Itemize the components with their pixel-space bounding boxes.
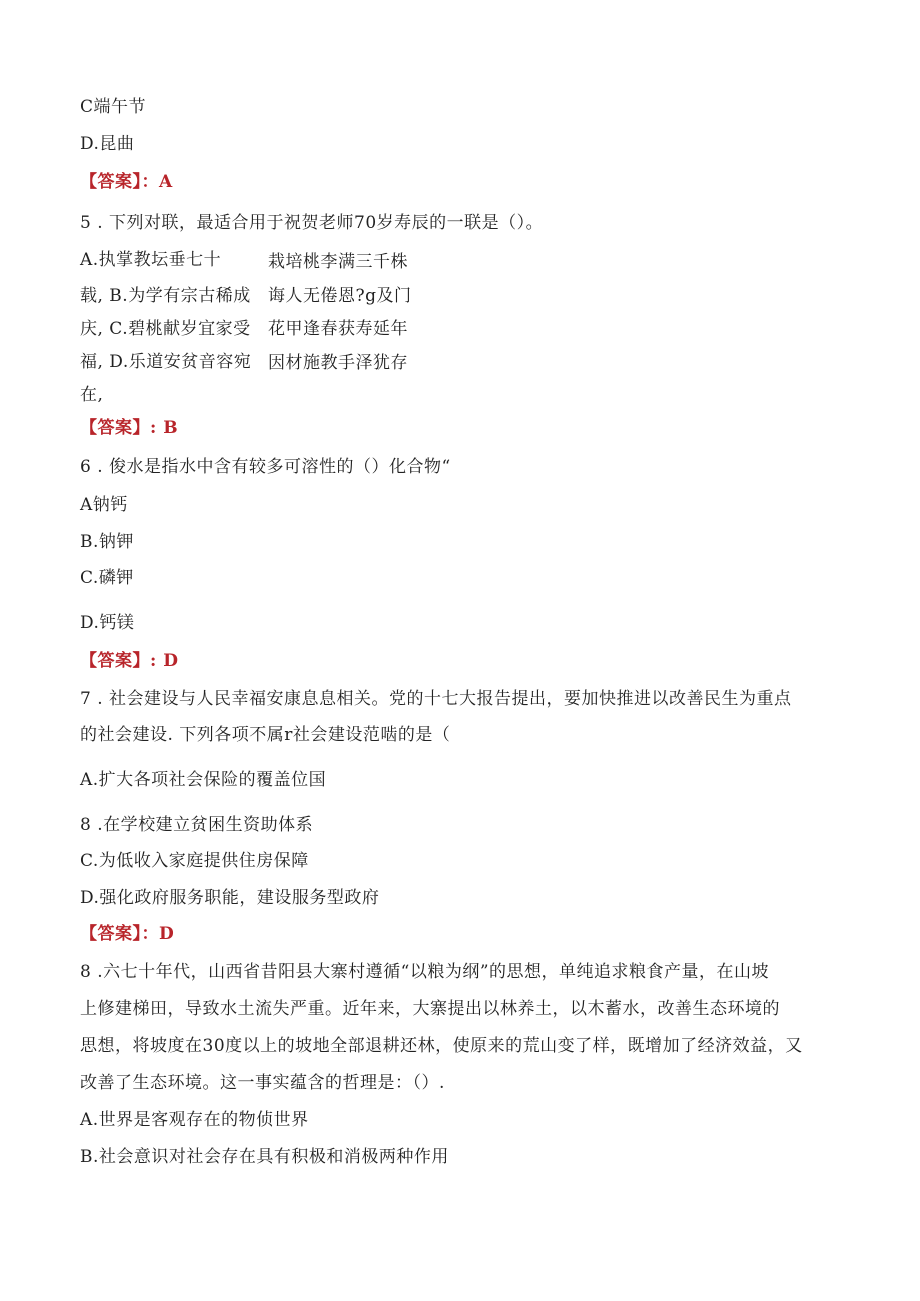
q5-right-line: 栽培桃李满三千株 [268, 252, 408, 272]
q5-left-line: 庆, C.碧桃献岁宜家受 [80, 319, 251, 339]
q5-stem: 5 . 下列对联，最适合用于祝贺老师70岁寿辰的一联是（）。 [80, 213, 544, 233]
q4-option-c: C端午节 [80, 97, 147, 117]
q6-answer: 【答案】: D [80, 651, 179, 671]
q8-option-a: A.世界是客观存在的物侦世界 [80, 1110, 309, 1130]
q8-stem-line: 上修建梯田，导致水土流失严重。近年来，大寨提出以林养土，以木蓄水，改善生态环境的 [80, 999, 780, 1019]
q8-stem-line: 8 .六七十年代，山西省昔阳县大寨村遵循“以粮为纲”的思想，单纯追求粮食产量，在山坡 [80, 962, 770, 982]
q7-answer: 【答案】：D [80, 924, 175, 944]
q5-right-line: 诲人无倦恩?g及门 [268, 286, 412, 306]
q5-left-line: 载, B.为学有宗古稀成 [80, 286, 251, 306]
q7-option-a: A.扩大各项社会保险的覆盖位国 [80, 770, 327, 790]
q8-option-b: B.社会意识对社会存在具有积极和消极两种作用 [80, 1147, 449, 1167]
q7-option-d: D.强化政府服务职能，建设服务型政府 [80, 888, 380, 908]
q8-stem-line: 思想，将坡度在30度以上的坡地全部退耕还林，使原来的荒山变了样，既增加了经济效益，又 [80, 1036, 803, 1056]
q4-option-d: D.昆曲 [80, 134, 135, 154]
q5-answer: 【答案】: B [80, 418, 179, 438]
q6-stem: 6 . 俊水是指水中含有较多可溶性的（）化合物“ [80, 457, 451, 477]
q4-answer: 【答案】：A [80, 172, 173, 192]
q5-right-line: 花甲逢春获寿延年 [268, 319, 408, 339]
q8-stem-line: 改善了生态环境。这一事实蕴含的哲理是：（）. [80, 1073, 445, 1093]
q5-right-line: 因材施教手泽犹存 [268, 353, 408, 373]
q7-stem-line: 7 . 社会建设与人民幸福安康息息相关。党的十七大报告提出，要加快推进以改善民生为重点 [80, 689, 792, 709]
q6-option-c: C.磷钾 [80, 568, 134, 588]
q5-left-line: 在, [80, 385, 104, 405]
q7-option-c: C.为低收入家庭提供住房保障 [80, 851, 309, 871]
q6-option-b: B.钠钾 [80, 532, 134, 552]
q5-left-line: 福, D.乐道安贫音容宛 [80, 352, 252, 372]
q7-stem-line: 的社会建设. 下列各项不属r社会建设范啮的是（ [80, 725, 451, 745]
q5-left-line: A.执掌教坛垂七十 [80, 250, 222, 270]
q7-option-b: 8 .在学校建立贫困生资助体系 [80, 815, 314, 835]
q6-option-d: D.钙镁 [80, 613, 135, 633]
q6-option-a: A钠钙 [80, 495, 128, 515]
